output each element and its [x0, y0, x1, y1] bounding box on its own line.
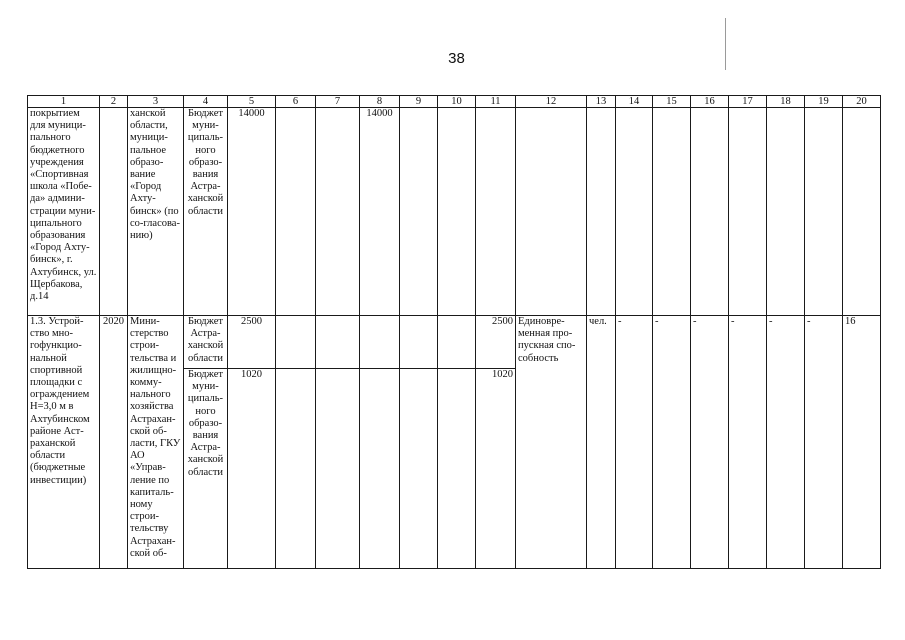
table-row — [28, 316, 881, 369]
row-b1-col7 — [316, 316, 360, 369]
row-b-year: 2020 — [100, 316, 128, 569]
row-b2-col11-value: 1020 — [476, 369, 516, 569]
row-b-unit: чел. — [587, 316, 616, 569]
row-b-col17-value: - — [729, 316, 767, 569]
col-header-6: 6 — [276, 96, 316, 108]
row-b2-col9 — [400, 369, 438, 569]
col-header-11: 11 — [476, 96, 516, 108]
scan-artifact-line — [725, 18, 726, 70]
col-header-5: 5 — [228, 96, 276, 108]
row-b1-col5-value: 2500 — [228, 316, 276, 369]
col-header-15: 15 — [653, 96, 691, 108]
page-number: 38 — [448, 50, 465, 67]
col-header-12: 12 — [516, 96, 587, 108]
row-a-description: покрытием для муници-пального бюджетного учреждения «Спортивная школа «Побе-да» админи-страции муни-ципального образования «Город Ахту-бинск», г. Ахтубинск, ул. Щербакова, д.14 — [28, 108, 100, 316]
col-header-7: 7 — [316, 96, 360, 108]
budget-table — [27, 95, 881, 569]
row-a-col18 — [767, 108, 805, 316]
row-a-col20 — [843, 108, 881, 316]
row-a-col19 — [805, 108, 843, 316]
row-a-col13 — [587, 108, 616, 316]
row-a-col7 — [316, 108, 360, 316]
col-header-8: 8 — [360, 96, 400, 108]
col-header-9: 9 — [400, 96, 438, 108]
row-b-col20-value: 16 — [843, 316, 881, 569]
row-b-description: 1.3. Устрой-ство мно-гофункцио-нальной спортивной площадки с ограждением Н=3,0 м в Ахтубинском районе Аст-раханской области (бюджетные инвестиции) — [28, 316, 100, 569]
row-a-col8-value: 14000 — [360, 108, 400, 316]
row-a-col17 — [729, 108, 767, 316]
row-b-col18-value: - — [767, 316, 805, 569]
col-header-4: 4 — [184, 96, 228, 108]
row-a-col9 — [400, 108, 438, 316]
row-b2-col5-value: 1020 — [228, 369, 276, 569]
row-a-col11 — [476, 108, 516, 316]
col-header-14: 14 — [616, 96, 653, 108]
row-a-col6 — [276, 108, 316, 316]
row-b1-col9 — [400, 316, 438, 369]
row-b2-col7 — [316, 369, 360, 569]
col-header-20: 20 — [843, 96, 881, 108]
row-b1-funding-source: Бюджет Астра-ханской области — [184, 316, 228, 369]
row-b-indicator-name: Единовре-менная про-пускная спо-собность — [516, 316, 587, 569]
col-header-2: 2 — [100, 96, 128, 108]
row-b-col16-value: - — [691, 316, 729, 569]
row-b1-col8 — [360, 316, 400, 369]
row-a-col5-value: 14000 — [228, 108, 276, 316]
row-b1-col10 — [438, 316, 476, 369]
row-b-col15-value: - — [653, 316, 691, 569]
row-b-col14-value: - — [616, 316, 653, 569]
col-header-3: 3 — [128, 96, 184, 108]
row-b2-col6 — [276, 369, 316, 569]
col-header-1: 1 — [28, 96, 100, 108]
budget-table-wrapper — [27, 95, 881, 569]
col-header-19: 19 — [805, 96, 843, 108]
row-b1-col6 — [276, 316, 316, 369]
row-b2-funding-source: Бюджет муни-ципаль-ного образо-вания Астра-ханской области — [184, 369, 228, 569]
row-a-executor: ханской области, муници-пальное образо-вание «Город Ахту-бинск» (по со-гласова-нию) — [128, 108, 184, 316]
col-header-13: 13 — [587, 96, 616, 108]
row-a-funding-source: Бюджет муни-ципаль-ного образо-вания Астра-ханской области — [184, 108, 228, 316]
row-a-col10 — [438, 108, 476, 316]
table-row — [28, 108, 881, 316]
row-b2-col10 — [438, 369, 476, 569]
row-b-executor: Мини-стерство строи-тельства и жилищно-комму-нального хозяйства Астрахан-ской об-ласти, ГКУ АО «Управ-ление по капиталь-ному строи-тельству Астрахан-ской об- — [128, 316, 184, 569]
col-header-10: 10 — [438, 96, 476, 108]
col-header-16: 16 — [691, 96, 729, 108]
row-a-col12 — [516, 108, 587, 316]
row-a-year — [100, 108, 128, 316]
row-b1-col11-value: 2500 — [476, 316, 516, 369]
row-a-col14 — [616, 108, 653, 316]
col-header-18: 18 — [767, 96, 805, 108]
col-header-17: 17 — [729, 96, 767, 108]
row-a-col16 — [691, 108, 729, 316]
row-b2-col8 — [360, 369, 400, 569]
row-a-col15 — [653, 108, 691, 316]
header-row — [28, 96, 881, 108]
row-b-col19-value: - — [805, 316, 843, 569]
